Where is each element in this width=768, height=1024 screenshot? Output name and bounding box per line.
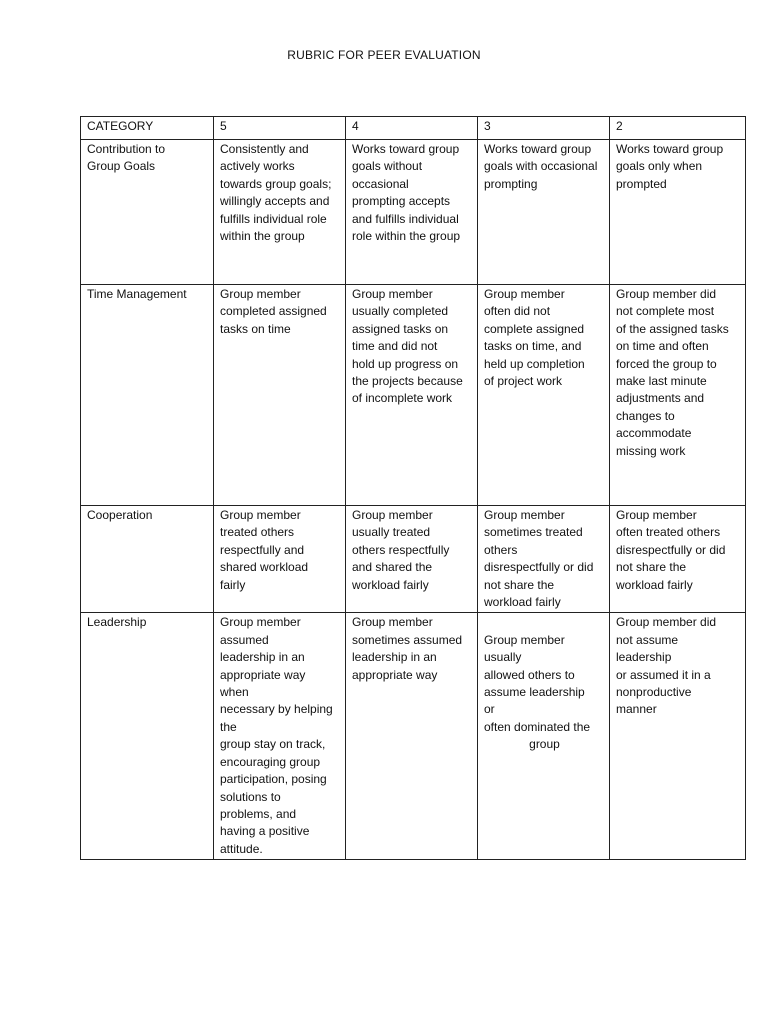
header-score-3: 3 (478, 117, 610, 140)
category-cell: Leadership (81, 613, 214, 860)
rubric-cell-tail: group (529, 737, 560, 752)
rubric-cell: Group member sometimes assumed leadership in an appropriate way (346, 613, 478, 860)
rubric-cell: Consistently and actively works towards group goals; willingly accepts and fulfills individual role within the group (214, 140, 346, 285)
rubric-cell: Group member did not assume leadership or assumed it in a nonproductive manner (610, 613, 746, 860)
table-row-leadership (81, 613, 746, 860)
rubric-cell: Group member often treated others disrespectfully or did not share the workload fairly (610, 506, 746, 613)
category-cell: Time Management (81, 285, 214, 506)
rubric-cell: Works toward group goals without occasional prompting accepts and fulfills individual role within the group (346, 140, 478, 285)
rubric-table (80, 116, 746, 860)
rubric-cell-text: Group member usually allowed others to assume leadership or often dominated the (484, 632, 591, 734)
table-row-cooperation (81, 506, 746, 613)
rubric-cell: Group member assumed leadership in an appropriate way when necessary by helping the group stay on track, encouraging group participation, posing solutions to problems, and having a positive attitude. (214, 613, 346, 860)
rubric-cell: Group member sometimes treated others disrespectfully or did not share the workload fairly (478, 506, 610, 613)
rubric-cell: Group member treated others respectfully and shared workload fairly (214, 506, 346, 613)
page-title: RUBRIC FOR PEER EVALUATION (287, 48, 481, 62)
rubric-cell: Works toward group goals only when prompted (610, 140, 746, 285)
header-score-4: 4 (346, 117, 478, 140)
rubric-cell: Group member often did not complete assigned tasks on time, and held up completion of project work (478, 285, 610, 506)
rubric-cell: Group member usually completed assigned tasks on time and did not hold up progress on the projects because of incomplete work (346, 285, 478, 506)
table-row-contribution (81, 140, 746, 285)
rubric-cell: Group member completed assigned tasks on time (214, 285, 346, 506)
header-score-2: 2 (610, 117, 746, 140)
table-row-time-management (81, 285, 746, 506)
category-cell: Contribution to Group Goals (81, 140, 214, 285)
header-score-5: 5 (214, 117, 346, 140)
rubric-cell: Works toward group goals with occasional prompting (478, 140, 610, 285)
rubric-cell: Group member did not complete most of the assigned tasks on time and often forced the group to make last minute adjustments and changes to accommodate missing work (610, 285, 746, 506)
header-category: CATEGORY (81, 117, 214, 140)
rubric-cell: Group member usually treated others respectfully and shared the workload fairly (346, 506, 478, 613)
table-header-row (81, 117, 746, 140)
rubric-cell (478, 613, 610, 860)
category-cell: Cooperation (81, 506, 214, 613)
